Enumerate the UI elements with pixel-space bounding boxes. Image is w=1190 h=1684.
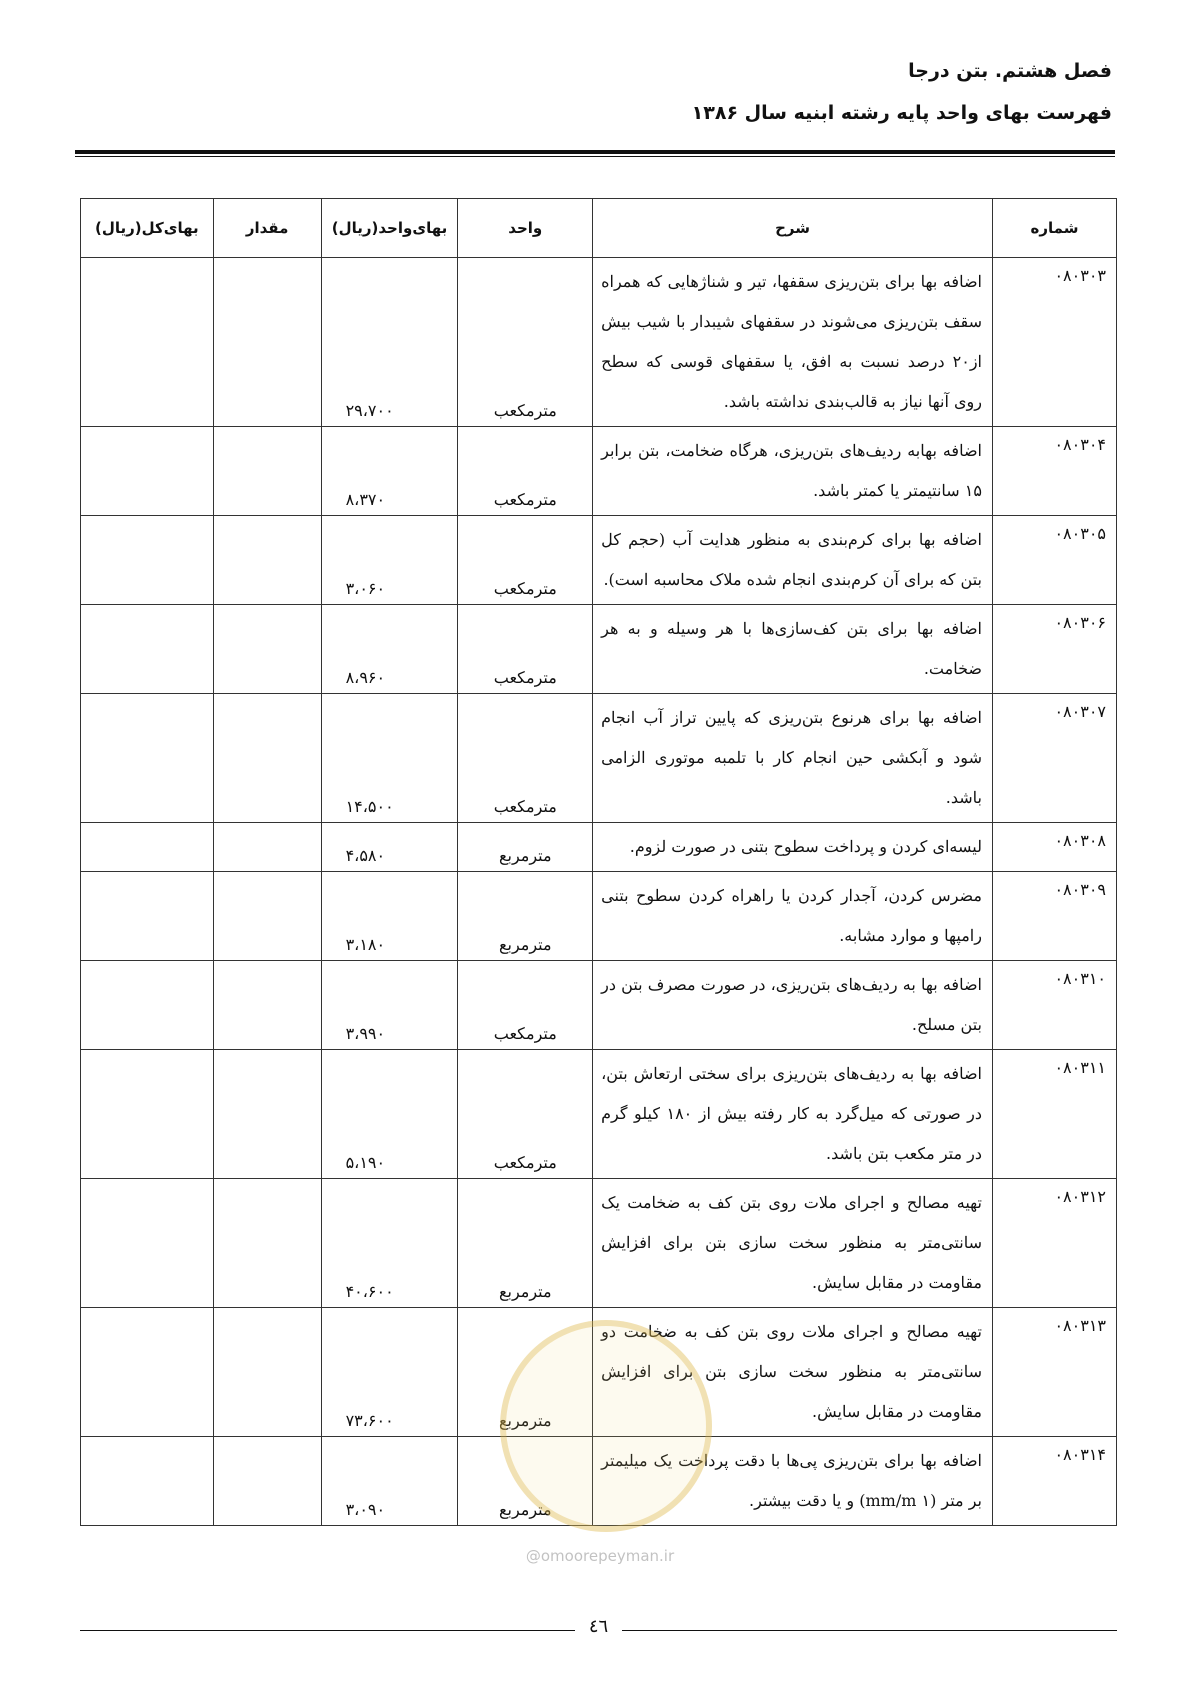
table-row [81,694,1117,823]
item-quantity [213,258,321,427]
column-header-total-price: بهای‌کل(ریال) [81,199,214,258]
item-code: ۰۸۰۳۰۴ [992,427,1116,516]
item-description: مضرس کردن، آجدار کردن یا راهراه کردن سطوح بتنی رامپها و موارد مشابه. [593,872,993,961]
item-total-price [81,1179,214,1308]
item-unit-price: ۴،۵۸۰ [321,823,458,872]
table-row [81,427,1117,516]
item-code: ۰۸۰۳۰۹ [992,872,1116,961]
item-code: ۰۸۰۳۱۳ [992,1308,1116,1437]
item-code: ۰۸۰۳۰۸ [992,823,1116,872]
item-description: اضافه بها برای بتن‌ریزی پی‌ها با دقت پرداخت یک میلیمتر بر متر (۱ mm/m) و یا دقت بیشتر. [593,1437,993,1526]
page-footer [80,1616,1117,1646]
item-total-price [81,516,214,605]
item-unit-price: ۳،۰۹۰ [321,1437,458,1526]
column-header-code: شماره [992,199,1116,258]
item-description: اضافه بها برای بتن کف‌سازی‌ها با هر وسیله و به هر ضخامت. [593,605,993,694]
page-header [692,60,1112,124]
item-quantity [213,1308,321,1437]
item-code: ۰۸۰۳۱۲ [992,1179,1116,1308]
chapter-title: فصل هشتم. بتن درجا [908,60,1112,82]
item-unit: مترمکعب [458,961,593,1050]
item-unit-price: ۳،۰۶۰ [321,516,458,605]
column-header-unit-price: بهای‌واحد(ریال) [321,199,458,258]
item-total-price [81,605,214,694]
item-unit: مترمکعب [458,516,593,605]
item-total-price [81,258,214,427]
item-description: اضافه بها برای بتن‌ریزی سقفها، تیر و شناژهایی که همراه سقف بتن‌ریزی می‌شوند در سقفهای شیبدار با شیب بیش از۲۰ درصد نسبت به افق، یا سقفهای قوسی که سطح روی آنها نیاز به قالب‌بندی نداشته باشد. [593,258,993,427]
item-unit: مترمربع [458,823,593,872]
table-row [81,258,1117,427]
footer-rule-right [622,1630,1117,1631]
item-total-price [81,1050,214,1179]
item-total-price [81,1308,214,1437]
item-description: تهیه مصالح و اجرای ملات روی بتن کف به ضخامت یک سانتی‌متر به منظور سخت سازی بتن برای افزایش مقاومت در مقابل سایش. [593,1179,993,1308]
item-total-price [81,823,214,872]
item-quantity [213,516,321,605]
item-total-price [81,694,214,823]
item-unit: مترمکعب [458,694,593,823]
table-row [81,1179,1117,1308]
item-total-price [81,427,214,516]
table-row [81,1050,1117,1179]
item-unit-price: ۸،۹۶۰ [321,605,458,694]
item-description: اضافه بها به ردیف‌های بتن‌ریزی برای سختی ارتعاش بتن، در صورتی که میل‌گرد به کار رفته بیش از ۱۸۰ کیلو گرم در متر مکعب بتن باشد. [593,1050,993,1179]
item-quantity [213,872,321,961]
item-unit: مترمکعب [458,427,593,516]
page-number: ٤٦ [588,1616,609,1637]
item-unit: مترمکعب [458,1050,593,1179]
item-code: ۰۸۰۳۰۶ [992,605,1116,694]
item-unit: مترمربع [458,1179,593,1308]
item-quantity [213,1050,321,1179]
item-code: ۰۸۰۳۰۷ [992,694,1116,823]
table-row [81,961,1117,1050]
watermark-text: @omoorepeyman.ir [525,1547,675,1565]
item-unit-price: ۱۴،۵۰۰ [321,694,458,823]
item-description: اضافه بهابه ردیف‌های بتن‌ریزی، هرگاه ضخامت، بتن برابر ۱۵ سانتیمتر یا کمتر باشد. [593,427,993,516]
item-unit: مترمکعب [458,258,593,427]
item-unit-price: ۷۳،۶۰۰ [321,1308,458,1437]
item-quantity [213,427,321,516]
column-header-description: شرح [593,199,993,258]
watermark-logo [500,1320,712,1532]
item-code: ۰۸۰۳۰۵ [992,516,1116,605]
item-unit: مترمکعب [458,605,593,694]
table-row [81,516,1117,605]
item-quantity [213,694,321,823]
item-description: لیسه‌ای کردن و پرداخت سطوح بتنی در صورت لزوم. [593,823,993,872]
item-quantity [213,1437,321,1526]
item-code: ۰۸۰۳۱۴ [992,1437,1116,1526]
item-unit-price: ۸،۳۷۰ [321,427,458,516]
table-header-row [81,199,1117,258]
price-list-title: فهرست بهای واحد پایه رشته ابنیه سال ۱۳۸۶ [691,102,1112,124]
item-unit: مترمربع [458,1308,593,1437]
table-row [81,823,1117,872]
item-unit-price: ۲۹،۷۰۰ [321,258,458,427]
item-description: تهیه مصالح و اجرای ملات روی بتن کف به ضخامت دو سانتی‌متر به منظور سخت سازی بتن برای افزایش مقاومت در مقابل سایش. [593,1308,993,1437]
item-total-price [81,961,214,1050]
item-description: اضافه بها به ردیف‌های بتن‌ریزی، در صورت مصرف بتن در بتن مسلح. [593,961,993,1050]
item-quantity [213,605,321,694]
item-quantity [213,823,321,872]
item-unit-price: ۳،۱۸۰ [321,872,458,961]
column-header-unit: واحد [458,199,593,258]
table-row [81,605,1117,694]
item-total-price [81,1437,214,1526]
item-description: اضافه بها برای کرم‌بندی به منظور هدایت آب (حجم کل بتن که برای آن کرم‌بندی انجام شده ملاک محاسبه است). [593,516,993,605]
header-rule-thick [75,150,1115,154]
item-description: اضافه بها برای هرنوع بتن‌ریزی که پایین تراز آب انجام شود و آبکشی حین انجام کار با تلمبه موتوری الزامی باشد. [593,694,993,823]
item-unit-price: ۵،۱۹۰ [321,1050,458,1179]
item-quantity [213,1179,321,1308]
item-code: ۰۸۰۳۱۱ [992,1050,1116,1179]
header-rule-thin [75,156,1115,157]
table-row [81,872,1117,961]
item-code: ۰۸۰۳۱۰ [992,961,1116,1050]
item-quantity [213,961,321,1050]
item-total-price [81,872,214,961]
item-unit-price: ۴۰،۶۰۰ [321,1179,458,1308]
item-unit-price: ۳،۹۹۰ [321,961,458,1050]
item-unit: مترمربع [458,872,593,961]
column-header-quantity: مقدار [213,199,321,258]
item-code: ۰۸۰۳۰۳ [992,258,1116,427]
item-unit: مترمربع [458,1437,593,1526]
